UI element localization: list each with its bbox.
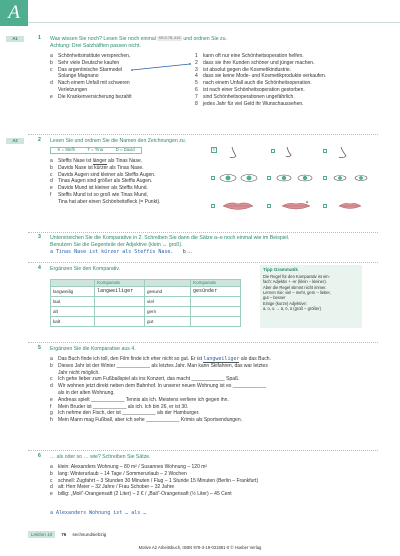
sentence-text: Steffis Nase ist [58, 158, 93, 164]
name-legend [50, 147, 142, 154]
item-text: alt: Herr Meier – 32 Jahre / Frau Schober – 32 Jahre [58, 484, 175, 491]
list-item [195, 94, 380, 101]
item-letter [50, 87, 58, 94]
mouth-drawing-3 [337, 201, 363, 211]
list-item [195, 80, 380, 87]
list-item [50, 165, 200, 172]
item-text: Ich gehe lieber zum Fußballspiel als ins Konzert, das macht ____________ Spaß. [58, 376, 240, 383]
comparative-answer-cell[interactable] [95, 297, 145, 307]
eyes-drawing-1 [219, 172, 259, 184]
exercise-2-sentences [50, 158, 200, 206]
handwritten-example: a Tinas Nase ist kürzer als Steffis Nase. [50, 249, 174, 255]
grammar-tip-box [260, 265, 362, 328]
list-item [50, 53, 185, 60]
handwritten-answer: langweiliger [203, 356, 240, 362]
adjective-cell: gut [145, 317, 191, 327]
comparative-answer-cell[interactable] [191, 297, 241, 307]
item-text: Schönheitsinstitute versprechen, [58, 53, 131, 59]
exercise-6-instruction: … als oder so … wie? Schreiben Sie Sätze. [50, 453, 151, 460]
list-item [50, 363, 370, 370]
exercise-1-instruction [50, 36, 380, 50]
top-divider [28, 22, 400, 23]
answer-box-nose-3[interactable] [323, 149, 327, 153]
page-number-word: sechsundsiebzig [72, 531, 107, 537]
list-item [195, 60, 380, 67]
adjective-cell: viel [145, 297, 191, 307]
list-item [50, 404, 370, 411]
list-item [50, 478, 380, 485]
item-text: jedes Jahr für viel Geld ihr Wunschaussehen. [203, 100, 304, 107]
item-text: ist absolut gegen die Kosmetikindustrie. [203, 66, 292, 73]
exercise-3-example [50, 249, 192, 256]
item-text: dass sie ihre Kunden schöner und jünger machen. [203, 59, 315, 66]
exercise-number-2: 2 [38, 137, 41, 143]
item-letter: h [50, 417, 53, 424]
sentence-text: Das Buch finde ich toll, den Film finde ich eher nicht so gut. Er ist [58, 356, 202, 362]
item-text: schnell: Zugfahrt – 3 Stunden 30 Minuten / Flug – 1 Stunde 15 Minuten (Berlin – Frankfurt) [58, 477, 259, 484]
continuation: b … [182, 249, 192, 255]
answer-box-mouth-2[interactable] [267, 204, 271, 208]
exercise-5-sentences [50, 356, 370, 424]
list-item [50, 410, 370, 417]
list-item [195, 101, 380, 108]
kursbuch-reference-badge: KB 5-7B, A16 [158, 35, 181, 40]
section-divider [28, 232, 378, 233]
tip-line: Aber die Regel stimmt nicht immer. [263, 284, 327, 290]
item-letter: c [50, 477, 53, 484]
item-number: 8 [195, 100, 198, 107]
item-text: Steffis Mund ist so groß wie Tinas Mund, [58, 191, 148, 198]
item-letter: b [50, 362, 53, 369]
item-number: 2 [195, 59, 198, 66]
page-footer [28, 530, 378, 539]
list-item [195, 67, 380, 74]
exercise-number-5: 5 [38, 345, 41, 351]
tip-line: Einige (kurze) Adjektive: [263, 300, 307, 306]
comparative-answer-cell[interactable] [95, 317, 145, 327]
underlined-comparative: länger [92, 158, 107, 164]
instruction-text: und ordnen Sie zu. [183, 35, 227, 42]
item-text: Mein Bruder ist ____________ als ich. Ich bin 26, er ist 30. [58, 403, 189, 410]
tip-line: Lernen Sie: viel – mehr, gern – lieber, [263, 289, 331, 295]
section-divider [28, 134, 378, 135]
section-divider [28, 342, 378, 343]
item-letter: g [50, 410, 53, 417]
item-text: Das argentinische Starmodel [58, 66, 123, 73]
item-text: Verletzungen [58, 86, 88, 93]
item-letter: d [50, 383, 53, 390]
item-letter: e [50, 491, 53, 498]
item-letter [50, 199, 58, 206]
table-row [51, 287, 241, 297]
list-item [50, 172, 200, 179]
item-number: 5 [195, 80, 198, 87]
instruction-warning: Achtung: Drei Satzhälften passen nicht. [50, 42, 141, 49]
item-text: Dieses Jahr ist der Winter ____________ als letztes Jahr. Man kann Skifahren, das war letztes [58, 362, 268, 369]
exercise-3-instruction [50, 235, 380, 249]
exercise-2-instruction: Lesen Sie und ordnen Sie die Namen den Zeichnungen zu. [50, 137, 187, 144]
comparative-answer-cell[interactable] [95, 307, 145, 317]
table-header-cell [51, 280, 95, 287]
adjective-cell: alt [51, 307, 95, 317]
comparative-table [50, 279, 241, 327]
item-letter: e [50, 93, 53, 100]
nose-drawing-2 [281, 146, 298, 160]
item-letter: a [50, 53, 53, 59]
list-item [50, 178, 200, 185]
item-letter [50, 390, 58, 397]
eyes-drawing-2 [275, 172, 315, 184]
item-text: Davids Nase ist kürzer als Tinas Nase. [58, 164, 144, 171]
nose-drawing-3 [333, 146, 350, 160]
list-item [195, 73, 380, 80]
exercise-5-items [50, 363, 370, 424]
item-text: ist nach einer Schönheitsoperation gestorben. [203, 86, 305, 93]
exercise-label-a1: A1 [6, 36, 24, 42]
list-item [50, 390, 370, 397]
adjective-cell: gesund [145, 287, 191, 297]
exercise-6-items [50, 464, 380, 498]
list-item [50, 417, 370, 424]
item-text: Tina hat aber einen Schönheitsfleck (= Punkt). [58, 198, 161, 205]
list-item [50, 199, 200, 206]
exercise-2-items [50, 165, 200, 206]
tip-line: gut – besser [263, 295, 286, 301]
item-letter: c [50, 66, 53, 73]
item-text: Die Krankenversicherung bezahlt [58, 93, 132, 100]
section-divider [28, 262, 378, 263]
table-header-row [51, 280, 241, 287]
list-item [50, 383, 370, 390]
item-letter: d [50, 484, 53, 491]
item-text: Mein Mann mag Fußball, aber ich sehe ____________ Krimis als Sportsendungen. [58, 417, 242, 424]
item-number: 3 [195, 66, 198, 73]
exercise-1-right-column [195, 53, 380, 107]
item-letter: c [50, 376, 53, 383]
item-text: dass sie keine Mode- und Kosmetikprodukte verkaufen. [203, 73, 327, 80]
answer-box-eyes-1[interactable] [211, 176, 215, 180]
list-item [50, 185, 200, 192]
item-text: billig: „Moli“-Orangensaft (2 Liter) – 2 € / „Bali“-Orangensaft (½ Liter) – 45 Cent [58, 491, 232, 498]
item-letter: f [50, 191, 52, 198]
handwritten-example: a Alexanders Wohnung ist … als … [50, 510, 147, 516]
comparative-answer-cell[interactable]: langweiliger [95, 287, 145, 297]
list-item [195, 53, 380, 60]
answer-box-nose-1[interactable]: T [212, 146, 216, 152]
exercise-label-a2: A2 [6, 138, 24, 144]
exercise-number-3: 3 [38, 234, 41, 240]
list-item [50, 464, 380, 471]
exercise-number-6: 6 [38, 453, 41, 459]
list-item [195, 87, 380, 94]
table-row [51, 297, 241, 307]
table-row [51, 317, 241, 327]
eyes-drawing-3 [331, 172, 371, 184]
mouth-drawing-2 [279, 200, 313, 212]
answer-box-eyes-2[interactable] [267, 176, 271, 180]
mouth-drawing-1 [221, 200, 255, 212]
item-letter: e [50, 185, 53, 192]
item-text: nach einem Unfall auch die Schönheitsoperation. [203, 80, 312, 87]
instruction-text: Benutzen Sie die Gegenteile der Adjektive (klein ↔ groß). [50, 241, 183, 248]
item-text: als in der alten Wohnung. [58, 389, 115, 396]
item-letter: f [50, 403, 52, 410]
instruction-text: Unterstreichen Sie die Komparative in 2. Schreiben Sie dann die Sätze a–e noch einmal wie im Beispiel. [50, 234, 290, 241]
tip-line: a, o, u → ä, ö, ü (groß – größer) [263, 305, 322, 311]
tip-lines [263, 274, 359, 311]
list-item [50, 491, 380, 498]
exercise-5-instruction: Ergänzen Sie die Komparative aus 4. [50, 345, 136, 352]
copyright-line: Motive A2 Arbeitsbuch, ISBN 978-3-19-031881-0 © Hueber Verlag [138, 545, 262, 550]
legend-steffi: S = Steffi [57, 147, 75, 153]
item-letter: a [50, 464, 53, 470]
item-letter: a [50, 158, 53, 164]
tip-title: Tipp Grammatik [263, 267, 298, 272]
sentence-text: als Tinas Nase. [106, 158, 143, 164]
item-letter [50, 73, 58, 80]
item-letter: d [50, 80, 53, 87]
chapter-tab: A [0, 0, 28, 26]
item-number: 4 [195, 73, 198, 80]
table-header-cell: Komparativ [95, 280, 145, 287]
item-text: Tinas Augen sind größer als Steffis Augen. [58, 178, 153, 185]
adjective-cell: laut [51, 297, 95, 307]
item-text: lang: Winterurlaub – 14 Tage / Sommerurlaub – 2 Wochen [58, 470, 187, 477]
exercise-4-instruction: Ergänzen Sie den Komparativ. [50, 265, 120, 272]
item-number: 7 [195, 93, 198, 100]
section-divider [28, 450, 378, 451]
table-row [51, 307, 241, 317]
item-text: Ich nehme den Fisch, der ist ____________ als der Hamburger. [58, 410, 200, 417]
adjective-cell: kalt [51, 317, 95, 327]
tip-line: Die Regel für den Komparativ ist ein- [263, 273, 330, 279]
item-text: Nach einem Unfall mit schweren [58, 80, 130, 87]
face-drawings [205, 146, 375, 220]
list-item: a Das Buch finde ich toll, den Film finde ich eher nicht so gut. Er ist langweiliger als das Buch. [50, 356, 271, 362]
answer-box-mouth-3[interactable] [323, 204, 327, 208]
comparative-answer-cell[interactable] [191, 307, 241, 317]
item-text: Davids Augen sind kleiner als Steffis Augen. [58, 171, 156, 178]
item-text: Andreas spielt ____________ Tennis als ich. Meistens verliere ich gegen ihn. [58, 396, 229, 403]
item-text: Solange Magnano [58, 73, 99, 80]
answer-box-eyes-3[interactable] [323, 176, 327, 180]
item-number: 6 [195, 86, 198, 93]
nose-drawing-1 [225, 146, 242, 160]
lesson-label: Lektion 10 [28, 531, 55, 538]
item-text: kann oft nur eine Schönheitsoperation helfen. [203, 53, 304, 59]
item-text: klein: Alexanders Wohnung – 80 m² / Susannes Wohnung – 120 m² [58, 464, 208, 470]
list-item [50, 471, 380, 478]
legend-david: D = David [115, 147, 135, 153]
answer-box-nose-2[interactable] [271, 149, 275, 153]
item-letter: d [50, 178, 53, 185]
tip-line: fach: Adjektiv + -er (klein – kleiner). [263, 279, 327, 285]
comparative-answer-cell[interactable] [191, 317, 241, 327]
exercise-number-4: 4 [38, 265, 41, 271]
item-text: Sehr viele Deutsche kaufen [58, 59, 120, 66]
item-text: Wir wohnen jetzt direkt neben dem Bahnhof. In unserer neuen Wohnung ist es ____________ [58, 383, 267, 390]
table-header-cell [145, 280, 191, 287]
list-item [50, 94, 185, 101]
instruction-text: Was wissen Sie noch? Lesen Sie noch einmal [50, 35, 156, 42]
answer-box-mouth-1[interactable] [211, 204, 215, 208]
comparative-answer-cell[interactable]: gesünder [191, 287, 241, 297]
adjective-cell: gern [145, 307, 191, 317]
matching-line [130, 60, 200, 72]
item-text: sind Schönheitsoperationen ungefährlich. [203, 93, 295, 100]
legend-tina: T = Tina [87, 147, 104, 153]
item-letter: b [50, 470, 53, 477]
item-text: Jahr nicht möglich. [58, 369, 100, 376]
list-item [50, 87, 185, 94]
list-item [50, 192, 200, 199]
list-item [50, 158, 200, 165]
item-letter: c [50, 171, 53, 178]
item-number: 1 [195, 53, 198, 59]
list-item [50, 376, 370, 383]
item-letter [50, 370, 58, 377]
adjective-cell: langweilig [51, 287, 95, 297]
list-item [50, 80, 185, 87]
item-text: Davids Mund ist kleiner als Steffis Mund. [58, 185, 148, 192]
item-letter: b [50, 164, 53, 171]
list-item [50, 397, 370, 404]
list-item [50, 370, 370, 377]
page-number: 76 [61, 531, 67, 537]
sentence-text: als das Buch. [240, 356, 271, 362]
table-header-cell: Komparativ [191, 280, 241, 287]
list-item [50, 73, 185, 80]
exercise-number-1: 1 [38, 35, 41, 41]
item-letter: e [50, 396, 53, 403]
item-letter: b [50, 59, 53, 66]
